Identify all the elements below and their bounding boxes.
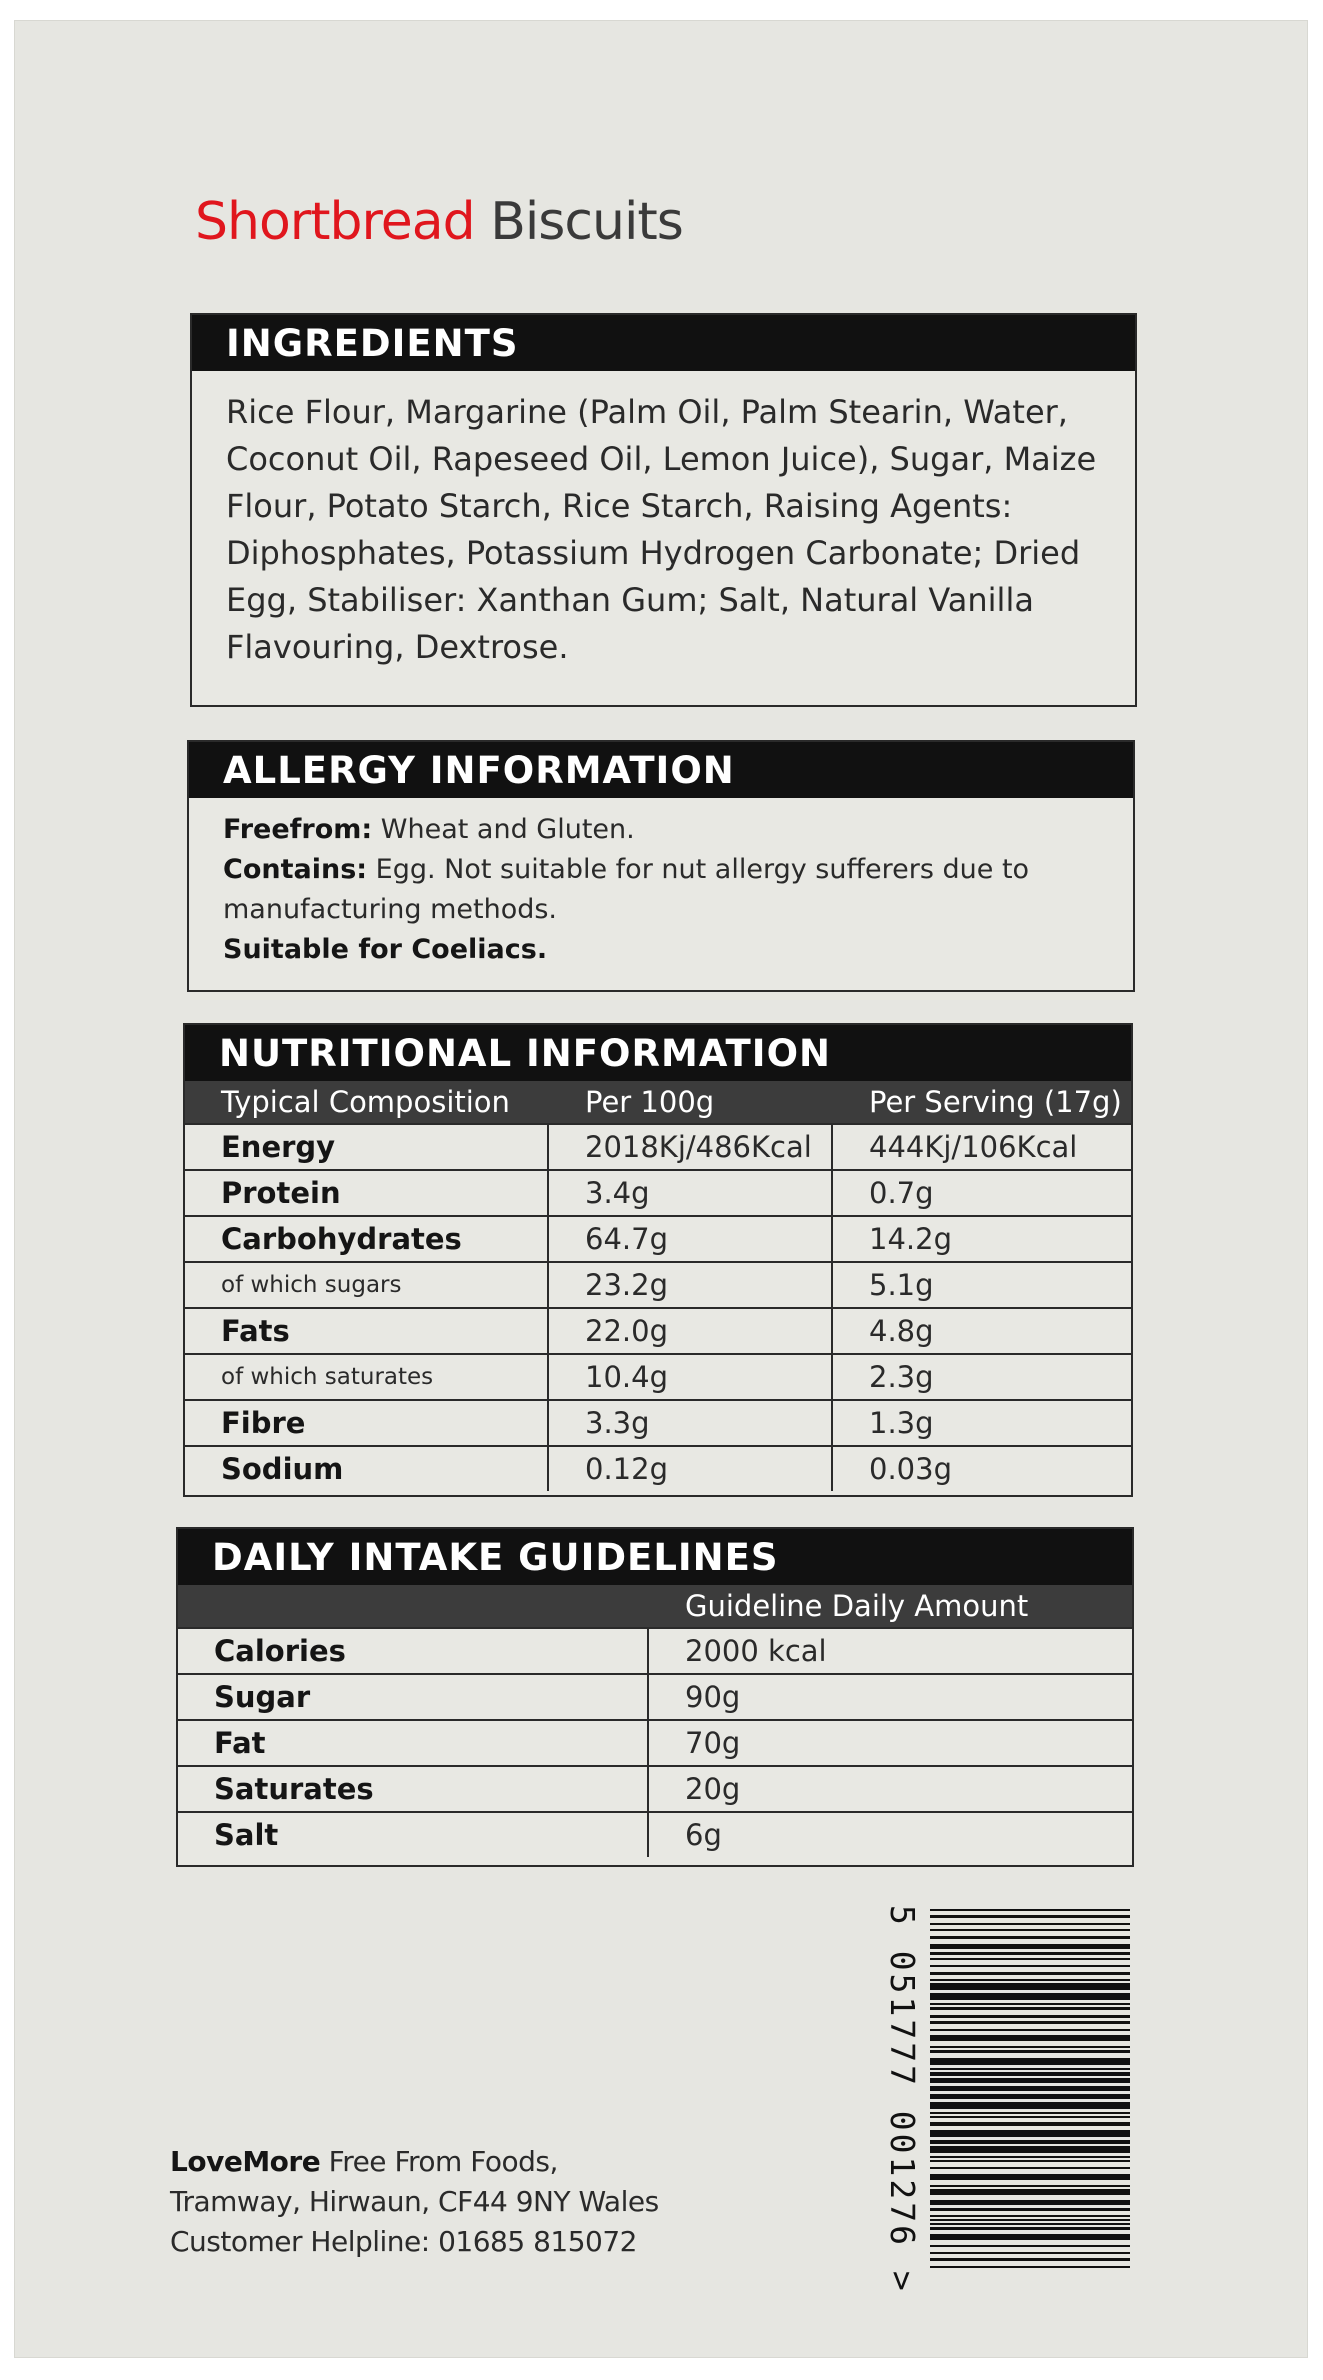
brand-rest: Free From Foods, bbox=[320, 2145, 558, 2178]
freefrom-label: Freefrom: bbox=[223, 814, 373, 845]
daily-col-header bbox=[178, 1585, 648, 1628]
barcode-bar bbox=[930, 1944, 1130, 1949]
table-row bbox=[185, 1170, 1131, 1216]
per-100g-value: 23.2g bbox=[548, 1262, 832, 1308]
freefrom-line bbox=[223, 810, 1099, 850]
ingredients-line: Rice Flour, Margarine (Palm Oil, Palm Stearin, Water, bbox=[226, 393, 1068, 431]
barcode-bar bbox=[930, 2072, 1130, 2076]
barcode-bar bbox=[930, 1952, 1130, 1955]
guideline-name: Calories bbox=[178, 1628, 648, 1674]
table-row bbox=[178, 1674, 1132, 1720]
per-serving-value: 444Kj/106Kcal bbox=[832, 1124, 1131, 1170]
allergy-panel bbox=[187, 740, 1135, 992]
guideline-name: Saturates bbox=[178, 1766, 648, 1812]
table-row bbox=[178, 1812, 1132, 1857]
per-100g-value: 22.0g bbox=[548, 1308, 832, 1354]
barcode-bar bbox=[930, 2122, 1130, 2126]
ingredients-line: Coconut Oil, Rapeseed Oil, Lemon Juice), Sugar, Maize bbox=[226, 440, 1097, 478]
ingredients-line: Flavouring, Dextrose. bbox=[226, 628, 569, 666]
table-row bbox=[185, 1354, 1131, 1400]
product-title-rest: Biscuits bbox=[490, 192, 683, 252]
table-row bbox=[178, 1766, 1132, 1812]
barcode-bar bbox=[930, 2130, 1130, 2137]
manufacturer-address bbox=[170, 2142, 659, 2262]
guideline-name: Fat bbox=[178, 1720, 648, 1766]
barcode-bar bbox=[930, 2058, 1130, 2065]
barcode-bar bbox=[930, 1929, 1130, 1931]
barcode-bar bbox=[930, 1915, 1130, 1918]
barcode-bar bbox=[930, 2035, 1130, 2041]
table-row bbox=[185, 1216, 1131, 1262]
barcode-bar bbox=[930, 1936, 1130, 1939]
per-100g-value: 3.4g bbox=[548, 1170, 832, 1216]
barcode-bar bbox=[930, 2215, 1130, 2217]
contains-line bbox=[223, 850, 1099, 890]
ingredients-text bbox=[192, 371, 1135, 671]
barcode-bar bbox=[930, 1979, 1130, 1981]
barcode-bar bbox=[930, 2003, 1130, 2005]
barcode-digits-container bbox=[880, 1905, 922, 2294]
per-100g-value: 64.7g bbox=[548, 1216, 832, 1262]
table-row bbox=[185, 1124, 1131, 1170]
nutrition-heading: NUTRITIONAL INFORMATION bbox=[185, 1025, 1131, 1081]
barcode-bar bbox=[930, 1909, 1130, 1911]
nutrient-name: Protein bbox=[185, 1170, 548, 1216]
nutrient-name: Carbohydrates bbox=[185, 1216, 548, 1262]
barcode-bar bbox=[930, 2102, 1130, 2109]
barcode-bar bbox=[930, 2208, 1130, 2211]
per-serving-value: 14.2g bbox=[832, 1216, 1131, 1262]
barcode-bar bbox=[930, 1923, 1130, 1925]
ingredients-line: Flour, Potato Starch, Rice Starch, Raising Agents: bbox=[226, 487, 1013, 525]
allergy-text bbox=[189, 798, 1133, 970]
barcode-bar bbox=[930, 2046, 1130, 2048]
barcode-bar bbox=[930, 2156, 1130, 2158]
daily-intake-panel bbox=[176, 1527, 1134, 1867]
freefrom-text: Wheat and Gluten. bbox=[372, 814, 635, 845]
barcode-bar bbox=[930, 2160, 1130, 2162]
barcode-bar bbox=[930, 2078, 1130, 2083]
nutrient-name: Fibre bbox=[185, 1400, 548, 1446]
suitable-text: Suitable for Coeliacs. bbox=[223, 934, 548, 965]
barcode-bar bbox=[930, 2245, 1130, 2247]
allergy-heading: ALLERGY INFORMATION bbox=[189, 742, 1133, 798]
nutrient-name: of which saturates bbox=[185, 1354, 548, 1400]
barcode-bar bbox=[930, 1983, 1130, 1990]
table-row bbox=[178, 1720, 1132, 1766]
barcode-bar bbox=[930, 2252, 1130, 2254]
barcode-bar bbox=[930, 2112, 1130, 2114]
per-serving-value: 4.8g bbox=[832, 1308, 1131, 1354]
barcode-bar bbox=[930, 2050, 1130, 2053]
barcode-bar bbox=[930, 2189, 1130, 2195]
product-title-highlight: Shortbread bbox=[195, 192, 475, 252]
per-100g-value: 2018Kj/486Kcal bbox=[548, 1124, 832, 1170]
guideline-amount: 70g bbox=[648, 1720, 1132, 1766]
barcode-bar bbox=[930, 2185, 1130, 2187]
barcode-digits: 5 051777 001276 > bbox=[883, 1905, 922, 2294]
barcode-bar bbox=[930, 2266, 1130, 2268]
nutrient-name: of which sugars bbox=[185, 1262, 548, 1308]
guideline-amount: 2000 kcal bbox=[648, 1628, 1132, 1674]
guideline-amount: 6g bbox=[685, 1818, 722, 1852]
barcode-bar bbox=[930, 1958, 1130, 1960]
barcode-bar bbox=[930, 2200, 1130, 2205]
per-serving-value: 0.7g bbox=[832, 1170, 1131, 1216]
nutrient-name: Sodium bbox=[185, 1446, 548, 1491]
barcode-bar bbox=[930, 2219, 1130, 2221]
barcode-bar bbox=[930, 2140, 1130, 2144]
barcode-bar bbox=[930, 2021, 1130, 2024]
barcode-bar bbox=[930, 2234, 1130, 2240]
contains-label: Contains: bbox=[223, 854, 368, 885]
customer-helpline: Customer Helpline: 01685 815072 bbox=[170, 2225, 637, 2258]
suitable-line bbox=[223, 930, 1099, 970]
contains-text: Egg. Not suitable for nut allergy sufferers due to bbox=[367, 854, 1030, 885]
brand-name: LoveMore bbox=[170, 2145, 321, 2178]
table-row bbox=[185, 1400, 1131, 1446]
ingredients-line: Egg, Stabiliser: Xanthan Gum; Salt, Natural Vanilla bbox=[226, 581, 1034, 619]
barcode-bar bbox=[930, 2116, 1130, 2118]
per-100g-value: 10.4g bbox=[548, 1354, 832, 1400]
barcode-bar bbox=[930, 1972, 1130, 1975]
ingredients-line: Diphosphates, Potassium Hydrogen Carbonate; Dried bbox=[226, 534, 1081, 572]
barcode-bar bbox=[930, 2227, 1130, 2230]
per-100g-value: 0.12g bbox=[548, 1446, 832, 1491]
barcode-bar bbox=[930, 2094, 1130, 2099]
barcode-bar bbox=[930, 1965, 1130, 1967]
nutrition-header-row bbox=[185, 1081, 1131, 1124]
per-serving-value: 1.3g bbox=[832, 1400, 1131, 1446]
barcode-bar bbox=[930, 2015, 1130, 2018]
per-serving-value: 5.1g bbox=[832, 1262, 1131, 1308]
nutrient-name: Energy bbox=[185, 1124, 548, 1170]
barcode-bar bbox=[930, 2029, 1130, 2031]
per-100g-value: 3.3g bbox=[548, 1400, 832, 1446]
table-row bbox=[178, 1628, 1132, 1674]
barcode-bar bbox=[930, 2007, 1130, 2010]
guideline-name: Salt bbox=[178, 1812, 648, 1857]
address-line-2: Tramway, Hirwaun, CF44 9NY Wales bbox=[170, 2185, 659, 2218]
table-row bbox=[185, 1262, 1131, 1308]
guideline-amount: 20g bbox=[648, 1766, 1132, 1812]
table-row bbox=[185, 1308, 1131, 1354]
per-serving-value: 0.03g bbox=[869, 1452, 952, 1486]
guideline-amount: 90g bbox=[648, 1674, 1132, 1720]
daily-col-header: Guideline Daily Amount bbox=[648, 1585, 1132, 1628]
product-title bbox=[195, 192, 683, 252]
barcode-bar bbox=[930, 2086, 1130, 2091]
barcode-bar bbox=[930, 1993, 1130, 2000]
nutrition-col-header: Per Serving (17g) bbox=[832, 1081, 1131, 1124]
ingredients-panel bbox=[190, 313, 1137, 707]
daily-intake-heading: DAILY INTAKE GUIDELINES bbox=[178, 1529, 1132, 1585]
daily-header-row bbox=[178, 1585, 1132, 1628]
barcode-bar bbox=[930, 2258, 1130, 2261]
barcode-bar bbox=[930, 2068, 1130, 2070]
barcode-bar bbox=[930, 2167, 1130, 2169]
nutrition-table bbox=[185, 1081, 1131, 1491]
nutrition-col-header: Per 100g bbox=[548, 1081, 832, 1124]
barcode-bar bbox=[930, 2146, 1130, 2153]
barcode-bar bbox=[930, 2223, 1130, 2225]
barcode-bar bbox=[930, 2174, 1130, 2180]
guideline-name: Sugar bbox=[178, 1674, 648, 1720]
address-line-1 bbox=[170, 2142, 659, 2182]
table-row bbox=[185, 1446, 1131, 1491]
per-serving-value: 2.3g bbox=[832, 1354, 1131, 1400]
ingredients-heading: INGREDIENTS bbox=[192, 315, 1135, 371]
daily-intake-table bbox=[178, 1585, 1132, 1857]
nutrition-panel bbox=[183, 1023, 1133, 1497]
contains-line-2: manufacturing methods. bbox=[223, 894, 558, 925]
nutrition-col-header: Typical Composition bbox=[185, 1081, 548, 1124]
nutrient-name: Fats bbox=[185, 1308, 548, 1354]
